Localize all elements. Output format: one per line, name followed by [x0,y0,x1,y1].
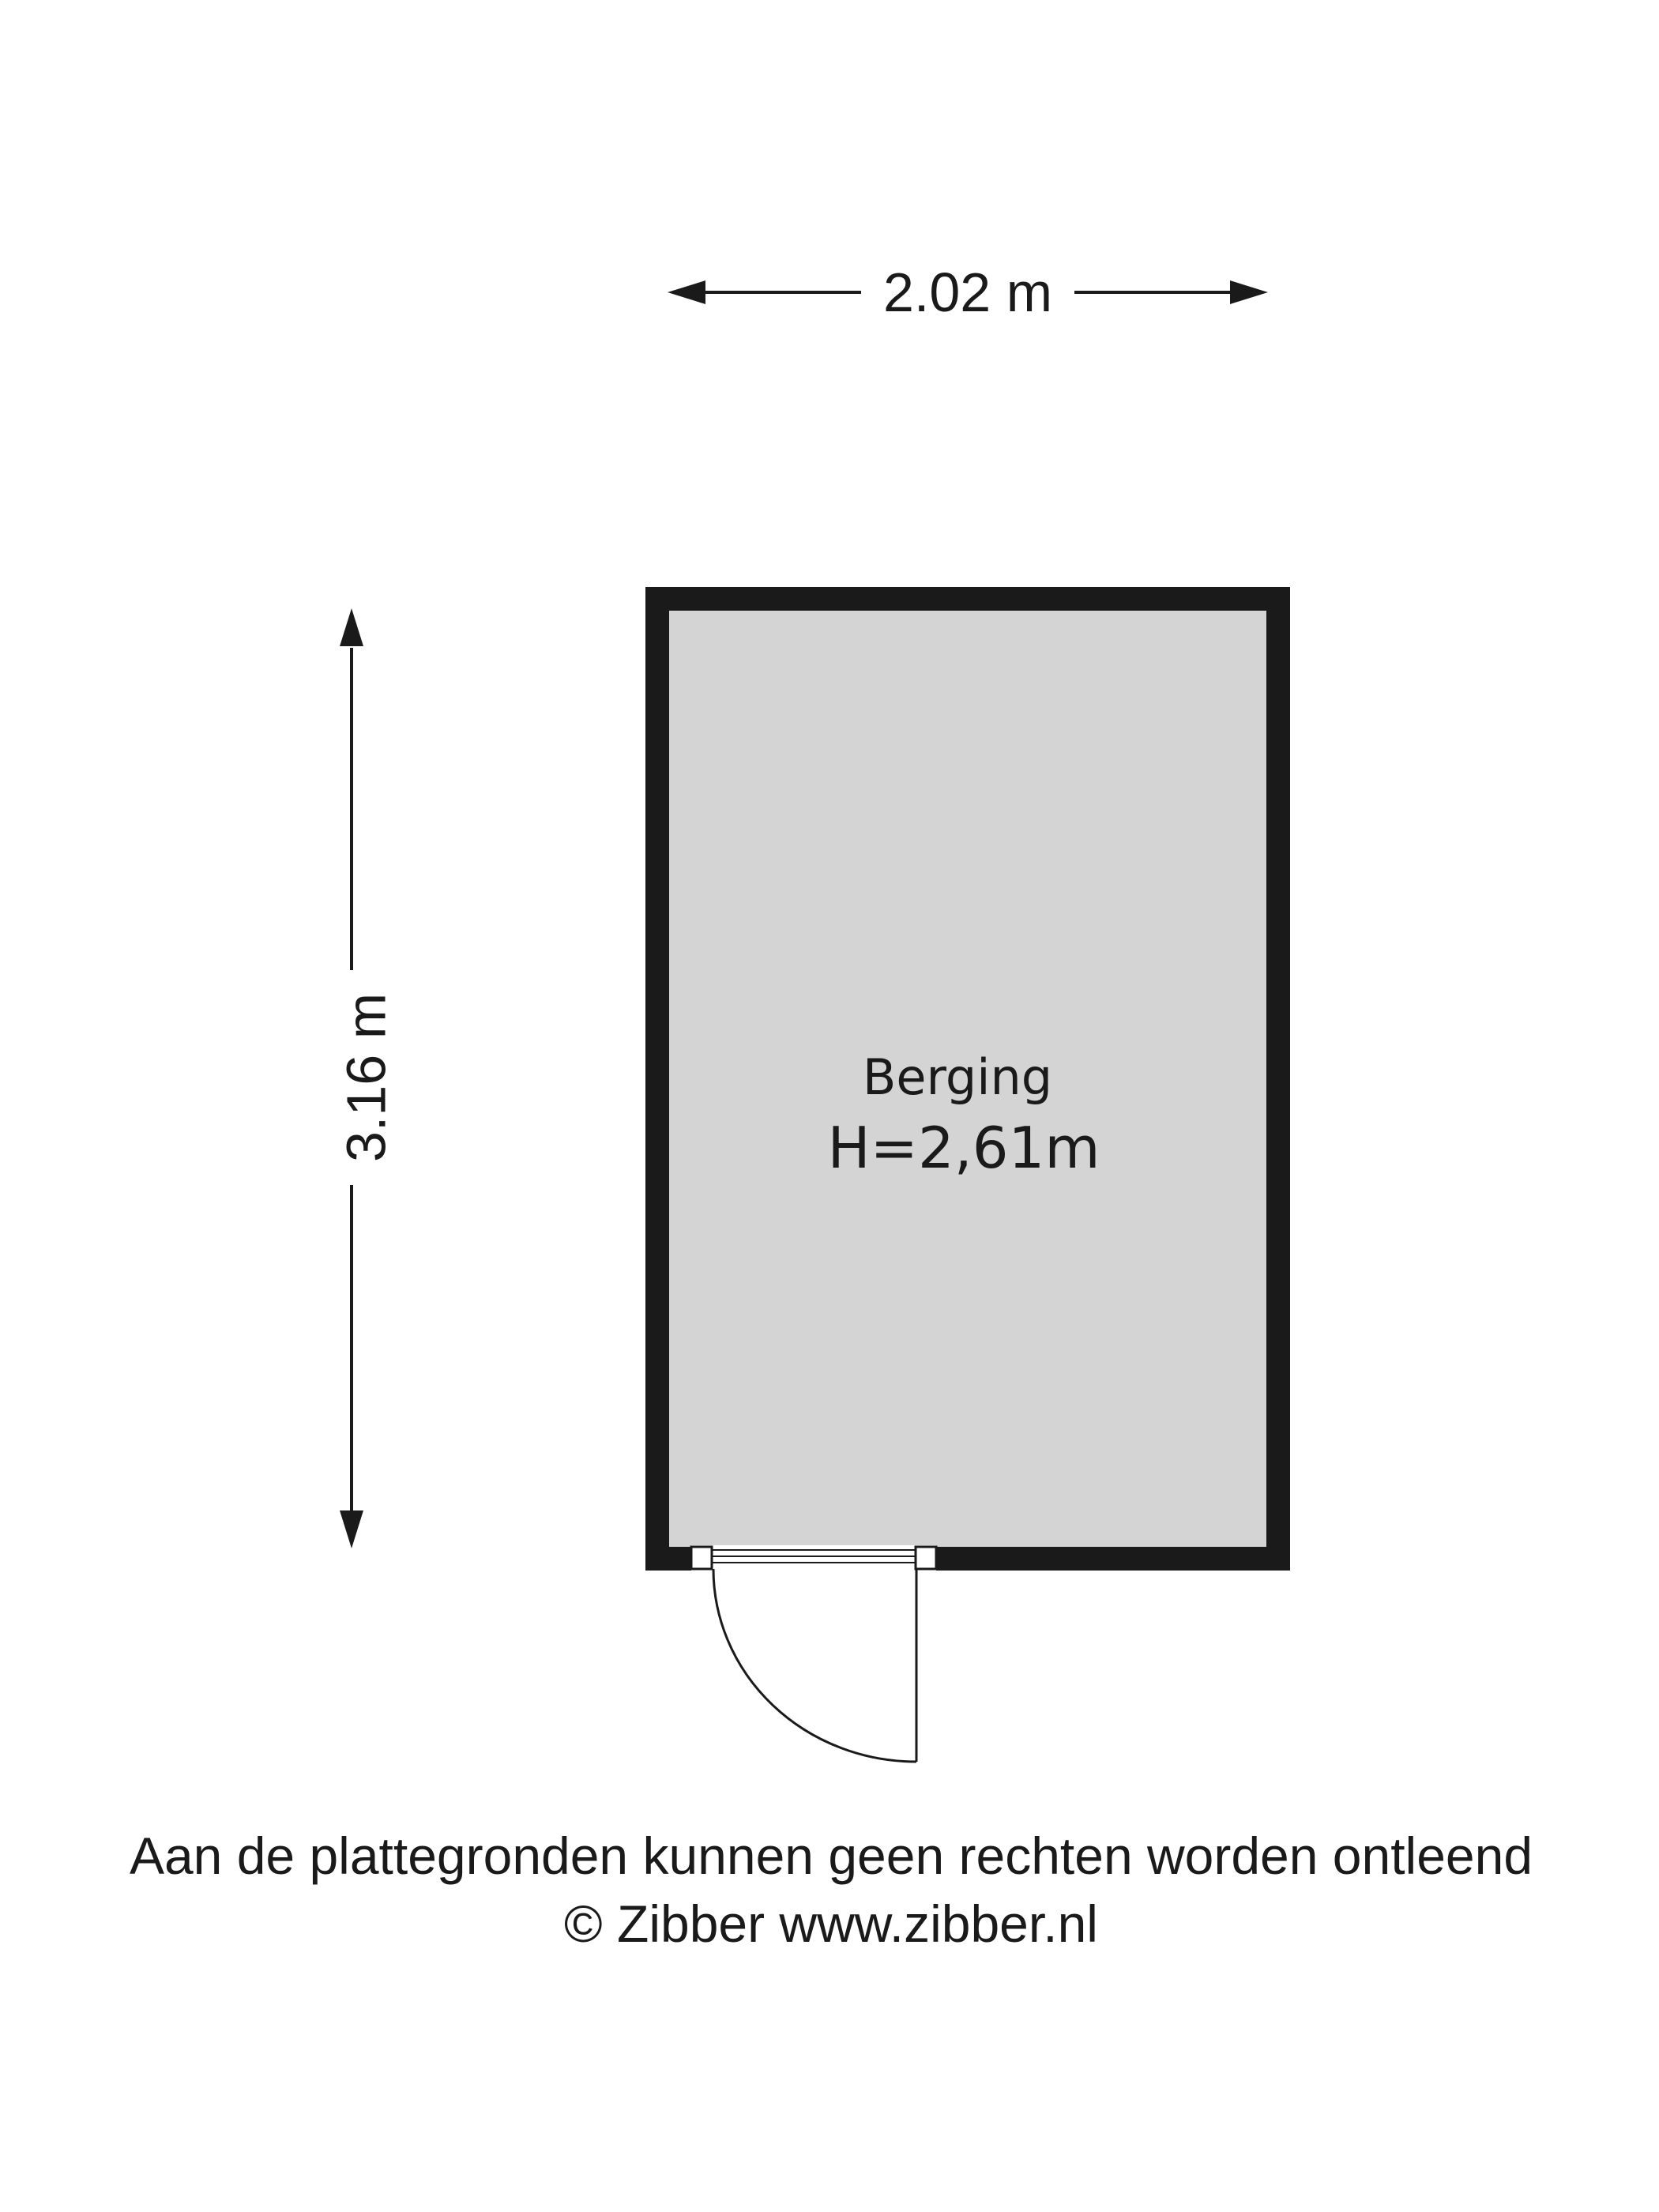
depth-dimension-label: 3.16 m [335,993,397,1162]
footer [130,1826,1533,1953]
depth-dimension-arrow-bottom [340,1510,363,1548]
room-height: H=2,61m [827,1115,1100,1181]
disclaimer-text: Aan de plattegronden kunnen geen rechten worden ontleend [129,1826,1533,1885]
depth-dimension-arrow-top [340,608,363,646]
width-dimension [668,261,1268,323]
door-frame-left [691,1547,712,1569]
depth-dimension [335,608,397,1548]
door-swing-arc [713,1569,916,1762]
width-dimension-arrow-left [668,280,705,304]
width-dimension-label: 2.02 m [883,261,1052,323]
room-name: Berging [862,1048,1053,1106]
door-frame-right [916,1547,936,1569]
width-dimension-arrow-right [1230,280,1268,304]
copyright-text: © Zibber www.zibber.nl [564,1894,1098,1953]
room-berging [645,587,1290,1762]
